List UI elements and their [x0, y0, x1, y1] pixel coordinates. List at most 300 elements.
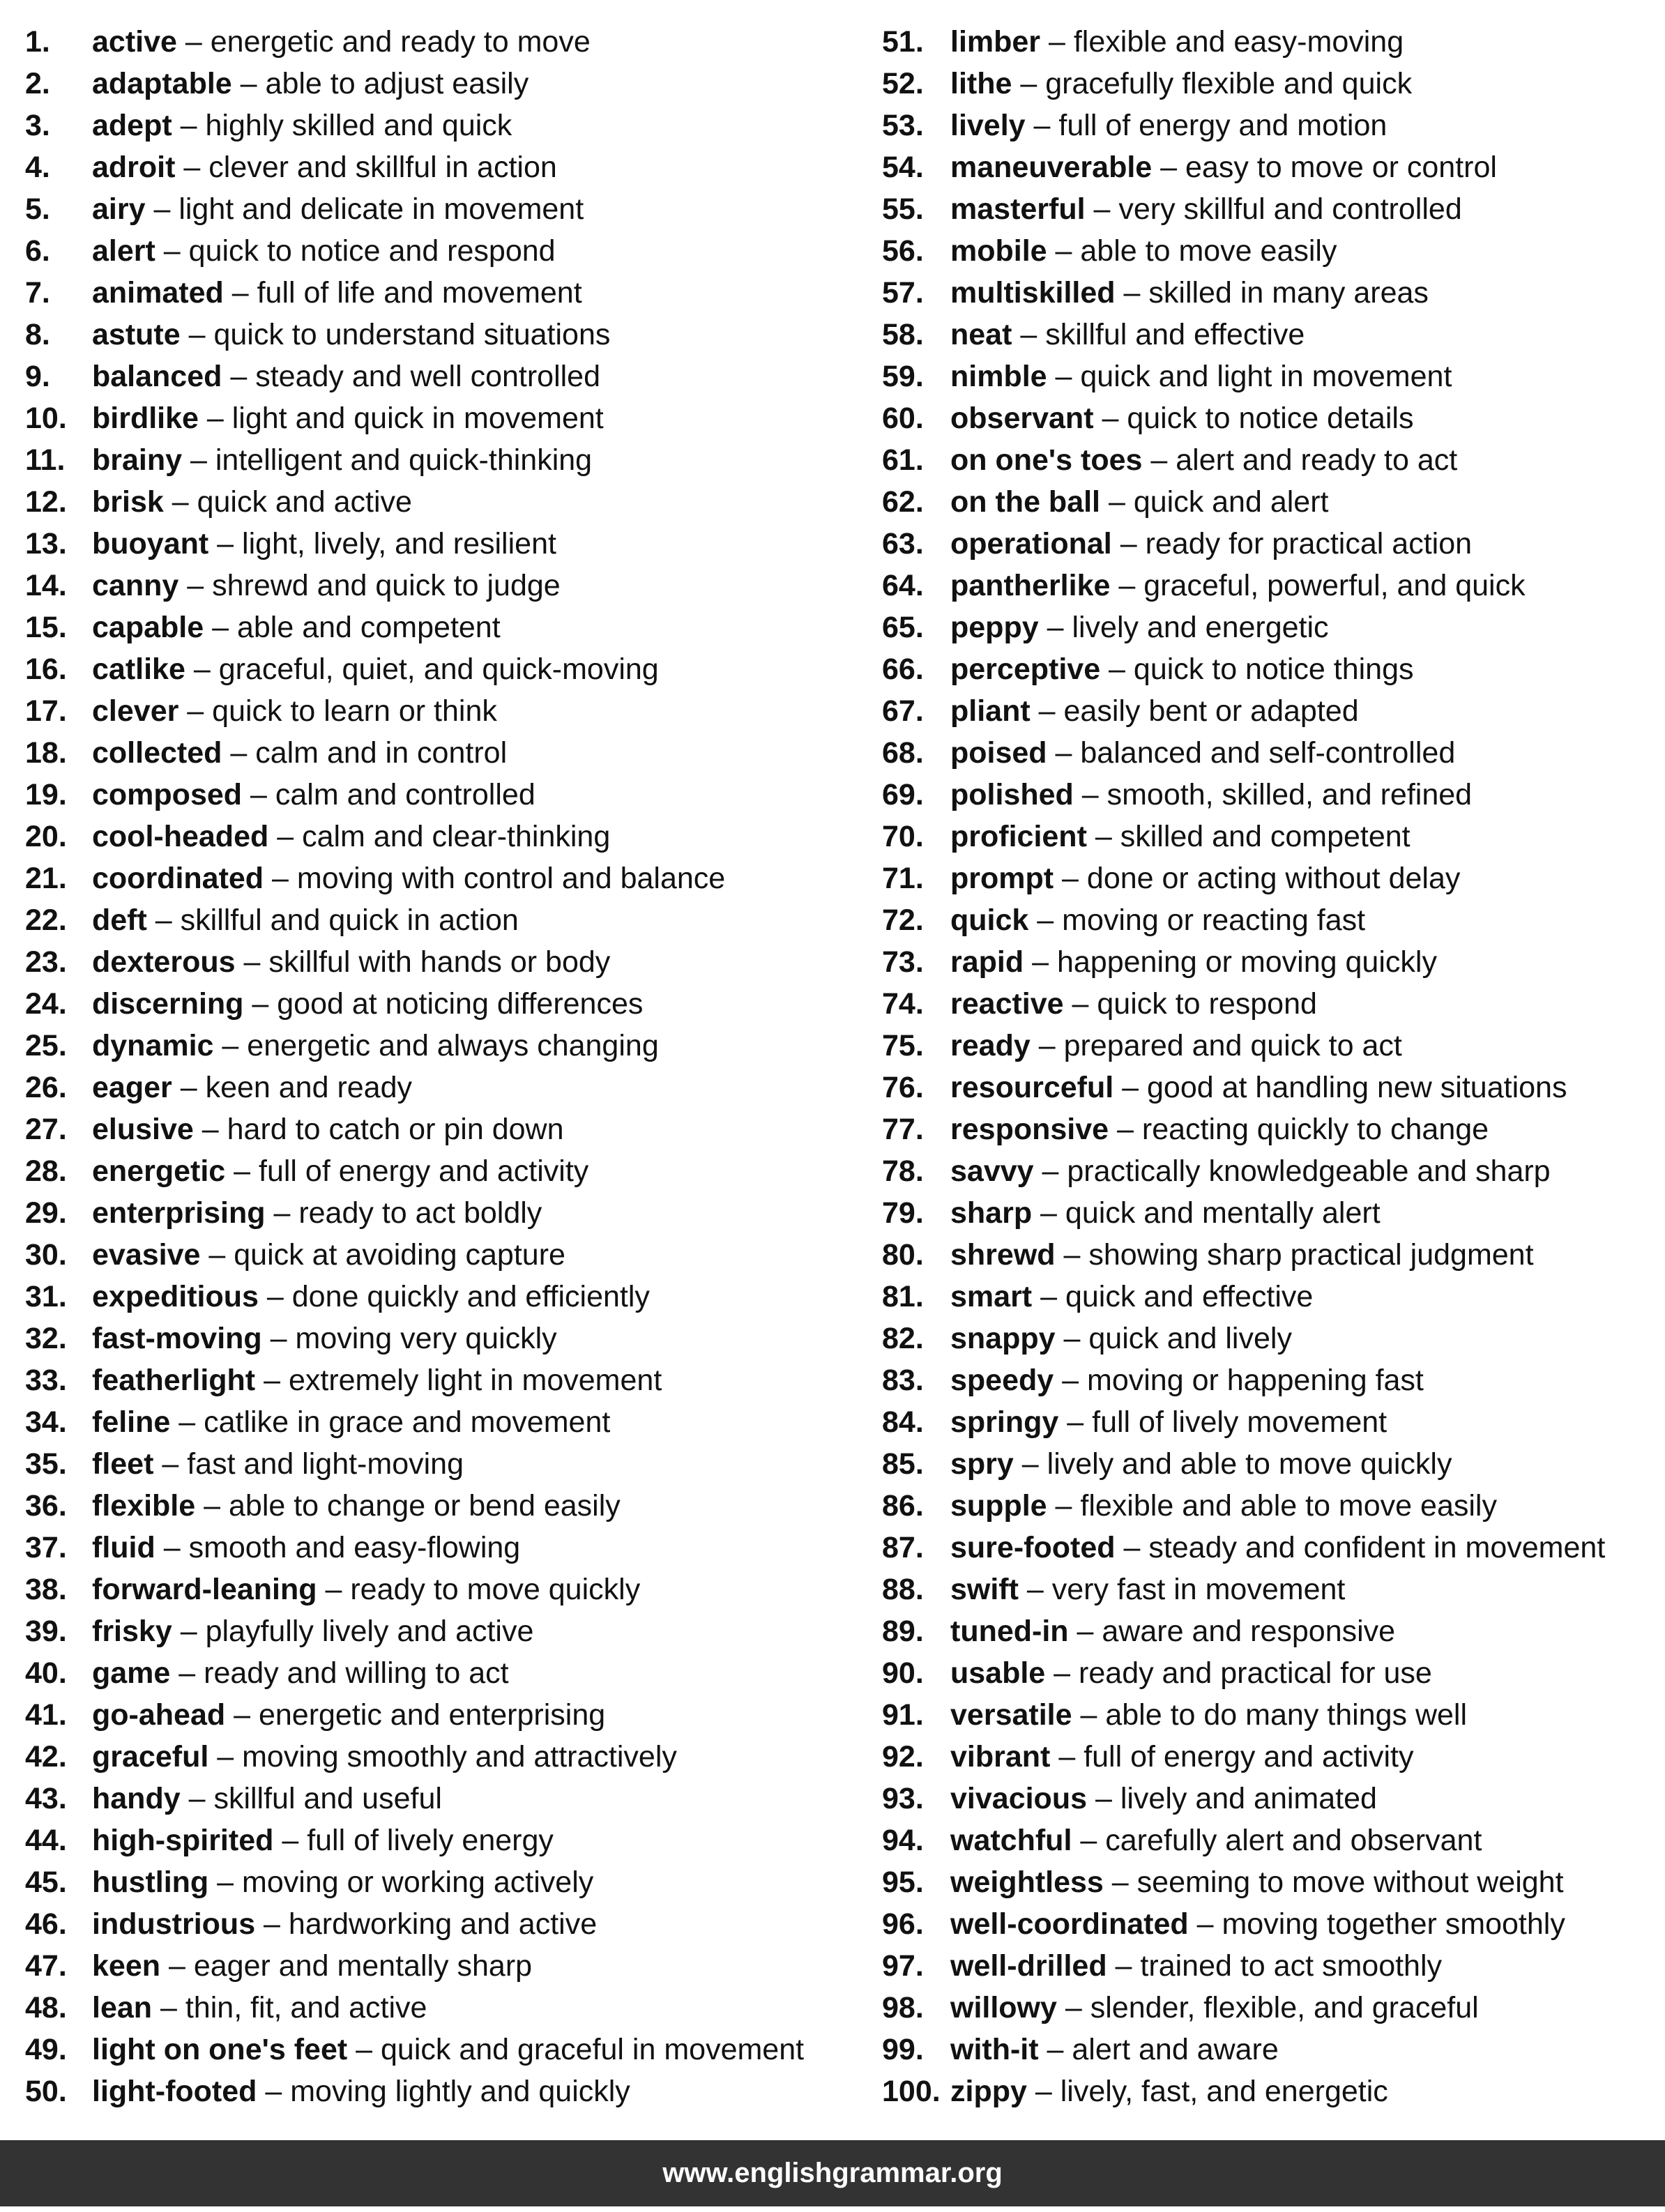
item-number: 29. — [25, 1196, 67, 1230]
item-number: 40. — [25, 1656, 67, 1690]
item-definition: skillful and quick in action — [180, 903, 519, 937]
list-item — [25, 230, 834, 272]
item-definition: steady and well controlled — [255, 360, 601, 393]
item-separator: – — [1093, 402, 1127, 435]
item-definition: very skillful and controlled — [1118, 192, 1462, 226]
list-item — [25, 272, 834, 314]
item-word: forward-leaning — [92, 1573, 317, 1606]
item-word: on the ball — [950, 485, 1100, 519]
item-word: fluid — [92, 1531, 155, 1564]
item-definition: quick to understand situations — [213, 318, 611, 351]
item-word: vibrant — [950, 1740, 1051, 1774]
item-definition: shrewd and quick to judge — [212, 569, 561, 602]
item-definition: able to change or bend easily — [228, 1489, 621, 1523]
list-item — [882, 1150, 1656, 1192]
item-word: featherlight — [92, 1364, 256, 1397]
item-separator: – — [317, 1573, 351, 1606]
list-item — [882, 607, 1656, 648]
item-number: 83. — [882, 1364, 924, 1397]
item-separator: – — [1063, 987, 1097, 1021]
item-number: 72. — [882, 903, 924, 937]
item-definition: full of lively energy — [307, 1824, 554, 1857]
list-item — [882, 1318, 1656, 1359]
item-number: 41. — [25, 1698, 67, 1732]
item-number: 1. — [25, 25, 50, 59]
item-separator: – — [182, 443, 215, 477]
item-separator: – — [273, 1824, 307, 1857]
item-number: 77. — [882, 1113, 924, 1146]
list-item — [25, 1527, 834, 1569]
item-definition: highly skilled and quick — [205, 109, 512, 142]
item-word: spry — [950, 1447, 1014, 1481]
item-definition: quick and effective — [1065, 1280, 1314, 1313]
item-word: graceful — [92, 1740, 209, 1774]
item-definition: playfully lively and active — [205, 1615, 534, 1648]
list-item — [882, 899, 1656, 941]
item-definition: quick and graceful in movement — [380, 2033, 805, 2066]
item-definition: practically knowledgeable and sharp — [1067, 1154, 1551, 1188]
item-number: 60. — [882, 402, 924, 435]
item-definition: prepared and quick to act — [1063, 1029, 1402, 1062]
item-separator: – — [163, 485, 197, 519]
list-item — [882, 1527, 1656, 1569]
list-item — [882, 481, 1656, 523]
item-word: reactive — [950, 987, 1064, 1021]
item-separator: – — [1142, 443, 1176, 477]
item-separator: – — [255, 1364, 289, 1397]
item-definition: skilled and competent — [1120, 820, 1411, 853]
item-word: handy — [92, 1782, 181, 1815]
item-definition: happening or moving quickly — [1056, 945, 1437, 979]
item-number: 62. — [882, 485, 924, 519]
list-item — [25, 732, 834, 774]
item-separator: – — [1072, 1698, 1106, 1732]
list-item — [882, 774, 1656, 816]
item-number: 8. — [25, 318, 50, 351]
item-separator: – — [257, 2075, 291, 2108]
list-item — [25, 857, 834, 899]
item-separator: – — [1058, 1405, 1093, 1439]
item-separator: – — [1018, 1573, 1052, 1606]
item-definition: hard to catch or pin down — [227, 1113, 564, 1146]
item-separator: – — [1100, 653, 1134, 686]
item-definition: moving lightly and quickly — [290, 2075, 630, 2108]
item-word: game — [92, 1656, 171, 1690]
item-separator: – — [1055, 1238, 1089, 1272]
item-number: 21. — [25, 862, 67, 895]
item-separator: – — [1030, 694, 1064, 728]
list-item — [882, 1276, 1656, 1318]
item-word: balanced — [92, 360, 222, 393]
item-number: 53. — [882, 109, 924, 142]
item-separator: – — [242, 778, 275, 811]
item-word: light on one's feet — [92, 2033, 348, 2066]
list-item — [882, 1987, 1656, 2029]
item-word: on one's toes — [950, 443, 1143, 477]
item-separator: – — [1152, 151, 1186, 184]
item-number: 73. — [882, 945, 924, 979]
item-number: 26. — [25, 1071, 67, 1104]
item-word: high-spirited — [92, 1824, 274, 1857]
item-number: 76. — [882, 1071, 924, 1104]
item-number: 31. — [25, 1280, 67, 1313]
list-item — [25, 899, 834, 941]
item-number: 98. — [882, 1991, 924, 2024]
item-separator: – — [153, 1447, 188, 1481]
item-definition: very fast in movement — [1051, 1573, 1346, 1606]
list-item — [882, 1569, 1656, 1610]
list-item — [882, 314, 1656, 356]
item-definition: calm and in control — [255, 736, 508, 770]
item-definition: skillful with hands or body — [268, 945, 611, 979]
item-definition: energetic and ready to move — [210, 25, 591, 59]
item-number: 68. — [882, 736, 924, 770]
item-separator: – — [1113, 1071, 1148, 1104]
item-definition: flexible and easy-moving — [1073, 25, 1404, 59]
item-word: flexible — [92, 1489, 196, 1523]
item-separator: – — [268, 820, 303, 853]
item-separator: – — [172, 1615, 206, 1648]
list-item — [25, 607, 834, 648]
item-separator: – — [1100, 485, 1134, 519]
item-separator: – — [258, 1280, 292, 1313]
item-definition: quick to respond — [1097, 987, 1317, 1021]
list-item — [25, 314, 834, 356]
item-number: 30. — [25, 1238, 67, 1272]
item-word: neat — [950, 318, 1012, 351]
item-separator: – — [1038, 2033, 1072, 2066]
item-definition: moving very quickly — [295, 1322, 557, 1355]
list-item — [882, 690, 1656, 732]
footer-bar — [0, 2140, 1665, 2206]
list-item — [25, 1778, 834, 1820]
item-definition: graceful, quiet, and quick-moving — [218, 653, 659, 686]
list-item — [25, 816, 834, 857]
item-word: canny — [92, 569, 179, 602]
list-item — [882, 397, 1656, 439]
item-number: 28. — [25, 1154, 67, 1188]
item-definition: intelligent and quick-thinking — [215, 443, 593, 477]
item-word: shrewd — [950, 1238, 1056, 1272]
item-separator: – — [160, 1949, 194, 1983]
item-separator: – — [1045, 1656, 1079, 1690]
item-separator: – — [1115, 276, 1149, 310]
item-number: 56. — [882, 234, 924, 268]
item-word: lithe — [950, 67, 1012, 100]
list-item — [882, 1192, 1656, 1234]
item-number: 45. — [25, 1866, 67, 1899]
item-number: 7. — [25, 276, 50, 310]
item-separator: – — [213, 1029, 248, 1062]
list-item — [882, 648, 1656, 690]
item-definition: energetic and always changing — [247, 1029, 659, 1062]
item-definition: smooth, skilled, and refined — [1107, 778, 1473, 811]
list-item — [882, 1778, 1656, 1820]
list-item — [25, 1861, 834, 1903]
item-word: eager — [92, 1071, 172, 1104]
item-definition: showing sharp practical judgment — [1088, 1238, 1534, 1272]
item-word: dynamic — [92, 1029, 214, 1062]
item-separator: – — [175, 151, 209, 184]
item-separator: – — [170, 1656, 204, 1690]
item-number: 42. — [25, 1740, 67, 1774]
item-separator: – — [1086, 820, 1120, 853]
item-word: perceptive — [950, 653, 1101, 686]
item-separator: – — [1056, 1991, 1090, 2024]
item-number: 64. — [882, 569, 924, 602]
list-item — [25, 2070, 834, 2112]
item-number: 100. — [882, 2075, 941, 2108]
item-number: 87. — [882, 1531, 924, 1564]
item-number: 10. — [25, 402, 67, 435]
item-separator: – — [1026, 2075, 1060, 2108]
item-separator: – — [1110, 569, 1144, 602]
item-number: 9. — [25, 360, 50, 393]
item-word: prompt — [950, 862, 1054, 895]
item-word: poised — [950, 736, 1047, 770]
item-definition: carefully alert and observant — [1105, 1824, 1482, 1857]
list-item — [882, 2029, 1656, 2070]
item-word: clever — [92, 694, 179, 728]
item-separator: – — [1111, 527, 1146, 560]
item-word: snappy — [950, 1322, 1056, 1355]
list-item — [25, 1276, 834, 1318]
item-number: 35. — [25, 1447, 67, 1481]
item-number: 85. — [882, 1447, 924, 1481]
item-number: 58. — [882, 318, 924, 351]
item-word: weightless — [950, 1866, 1104, 1899]
item-word: vivacious — [950, 1782, 1087, 1815]
item-separator: – — [176, 25, 211, 59]
item-number: 80. — [882, 1238, 924, 1272]
item-word: operational — [950, 527, 1112, 560]
item-word: sharp — [950, 1196, 1033, 1230]
item-definition: easy to move or control — [1185, 151, 1497, 184]
item-definition: quick to notice details — [1127, 402, 1414, 435]
item-separator: – — [1047, 360, 1081, 393]
item-number: 69. — [882, 778, 924, 811]
item-word: birdlike — [92, 402, 199, 435]
list-item — [882, 272, 1656, 314]
item-separator: – — [223, 276, 257, 310]
item-word: ready — [950, 1029, 1031, 1062]
list-item — [882, 816, 1656, 857]
list-item — [25, 188, 834, 230]
item-word: animated — [92, 276, 224, 310]
item-separator: – — [178, 694, 213, 728]
item-definition: skillful and useful — [213, 1782, 442, 1815]
item-number: 3. — [25, 109, 50, 142]
item-definition: good at noticing differences — [277, 987, 644, 1021]
item-definition: fast and light-moving — [187, 1447, 464, 1481]
item-separator: – — [1188, 1907, 1222, 1941]
item-number: 61. — [882, 443, 924, 477]
list-item — [25, 146, 834, 188]
item-definition: moving or happening fast — [1087, 1364, 1424, 1397]
item-definition: good at handling new situations — [1147, 1071, 1567, 1104]
item-number: 71. — [882, 862, 924, 895]
item-separator: – — [225, 1698, 259, 1732]
item-separator: – — [1085, 192, 1119, 226]
item-separator: – — [264, 862, 297, 895]
list-item — [25, 21, 834, 63]
list-item — [25, 397, 834, 439]
list-item — [25, 690, 834, 732]
list-item — [882, 188, 1656, 230]
item-word: expeditious — [92, 1280, 259, 1313]
item-definition: done or acting without delay — [1086, 862, 1461, 895]
list-item — [882, 1903, 1656, 1945]
item-number: 70. — [882, 820, 924, 853]
item-separator: – — [193, 1113, 227, 1146]
item-definition: quick to notice and respond — [188, 234, 556, 268]
item-definition: skilled in many areas — [1148, 276, 1429, 310]
item-separator: – — [1012, 318, 1046, 351]
item-word: mobile — [950, 234, 1047, 268]
item-number: 67. — [882, 694, 924, 728]
item-number: 91. — [882, 1698, 924, 1732]
list-item — [25, 1485, 834, 1527]
item-separator: – — [1072, 1824, 1106, 1857]
item-number: 88. — [882, 1573, 924, 1606]
item-word: responsive — [950, 1113, 1109, 1146]
item-word: enterprising — [92, 1196, 266, 1230]
item-separator: – — [1087, 1782, 1120, 1815]
item-definition: graceful, powerful, and quick — [1143, 569, 1526, 602]
item-number: 33. — [25, 1364, 67, 1397]
item-word: capable — [92, 611, 204, 644]
list-item — [25, 1736, 834, 1778]
item-separator: – — [1024, 945, 1057, 979]
list-item — [882, 1694, 1656, 1736]
list-item — [25, 648, 834, 690]
item-word: swift — [950, 1573, 1019, 1606]
item-definition: ready to act boldly — [298, 1196, 542, 1230]
item-separator: – — [1033, 1154, 1067, 1188]
list-item — [25, 1359, 834, 1401]
item-definition: skillful and effective — [1045, 318, 1305, 351]
item-number: 23. — [25, 945, 67, 979]
item-word: pliant — [950, 694, 1031, 728]
list-item — [882, 21, 1656, 63]
item-separator: – — [1032, 1196, 1065, 1230]
item-word: discerning — [92, 987, 244, 1021]
item-definition: calm and clear-thinking — [302, 820, 611, 853]
item-word: adroit — [92, 151, 176, 184]
item-definition: moving smoothly and attractively — [242, 1740, 677, 1774]
list-item — [882, 1025, 1656, 1067]
item-definition: flexible and able to move easily — [1080, 1489, 1497, 1523]
item-word: frisky — [92, 1615, 172, 1648]
list-item — [25, 105, 834, 146]
item-separator: – — [1073, 778, 1107, 811]
item-definition: light and quick in movement — [231, 402, 604, 435]
word-list-column-left — [25, 21, 834, 2112]
item-word: energetic — [92, 1154, 226, 1188]
item-separator: – — [347, 2033, 381, 2066]
item-word: smart — [950, 1280, 1033, 1313]
item-separator: – — [208, 1740, 243, 1774]
item-number: 13. — [25, 527, 67, 560]
item-separator: – — [222, 360, 256, 393]
item-definition: quick and alert — [1133, 485, 1329, 519]
list-item — [882, 983, 1656, 1025]
item-definition: quick and light in movement — [1080, 360, 1452, 393]
item-separator: – — [180, 1782, 214, 1815]
item-number: 15. — [25, 611, 67, 644]
item-word: pantherlike — [950, 569, 1111, 602]
item-separator: – — [235, 945, 269, 979]
item-definition: able and competent — [236, 611, 501, 644]
item-number: 65. — [882, 611, 924, 644]
item-separator: – — [208, 1866, 243, 1899]
list-item — [882, 439, 1656, 481]
list-item — [882, 356, 1656, 397]
item-separator: – — [1047, 736, 1081, 770]
item-number: 84. — [882, 1405, 924, 1439]
item-number: 12. — [25, 485, 67, 519]
item-word: sure-footed — [950, 1531, 1116, 1564]
list-item — [882, 941, 1656, 983]
list-item — [25, 523, 834, 565]
list-item — [25, 1234, 834, 1276]
item-word: adept — [92, 109, 172, 142]
item-definition: full of lively movement — [1092, 1405, 1388, 1439]
list-item — [882, 1820, 1656, 1861]
item-number: 14. — [25, 569, 67, 602]
item-definition: moving with control and balance — [296, 862, 726, 895]
item-word: speedy — [950, 1364, 1054, 1397]
item-separator: – — [1032, 1280, 1065, 1313]
item-definition: hardworking and active — [288, 1907, 598, 1941]
item-separator: – — [1115, 1531, 1149, 1564]
item-definition: quick to notice things — [1133, 653, 1414, 686]
item-number: 89. — [882, 1615, 924, 1648]
list-item — [882, 1067, 1656, 1108]
item-separator: – — [180, 318, 214, 351]
item-number: 24. — [25, 987, 67, 1021]
item-number: 79. — [882, 1196, 924, 1230]
item-word: with-it — [950, 2033, 1039, 2066]
item-number: 63. — [882, 527, 924, 560]
item-separator: – — [1107, 1949, 1141, 1983]
item-word: catlike — [92, 653, 185, 686]
item-definition: quick and lively — [1088, 1322, 1292, 1355]
list-item — [882, 523, 1656, 565]
item-word: go-ahead — [92, 1698, 226, 1732]
item-word: fast-moving — [92, 1322, 262, 1355]
item-number: 57. — [882, 276, 924, 310]
item-separator: – — [172, 1071, 206, 1104]
item-word: airy — [92, 192, 146, 226]
item-definition: quick at avoiding capture — [234, 1238, 565, 1272]
item-definition: gracefully flexible and quick — [1045, 67, 1413, 100]
item-number: 37. — [25, 1531, 67, 1564]
item-definition: full of energy and activity — [1084, 1740, 1414, 1774]
item-number: 75. — [882, 1029, 924, 1062]
item-separator: – — [155, 234, 189, 268]
list-item — [882, 1652, 1656, 1694]
item-definition: thin, fit, and active — [185, 1991, 427, 2024]
item-word: tuned-in — [950, 1615, 1069, 1648]
item-number: 27. — [25, 1113, 67, 1146]
list-item — [882, 1108, 1656, 1150]
list-item — [882, 1945, 1656, 1987]
item-number: 46. — [25, 1907, 67, 1941]
list-item — [25, 2029, 834, 2070]
list-item — [25, 1150, 834, 1192]
item-definition: light, lively, and resilient — [242, 527, 556, 560]
